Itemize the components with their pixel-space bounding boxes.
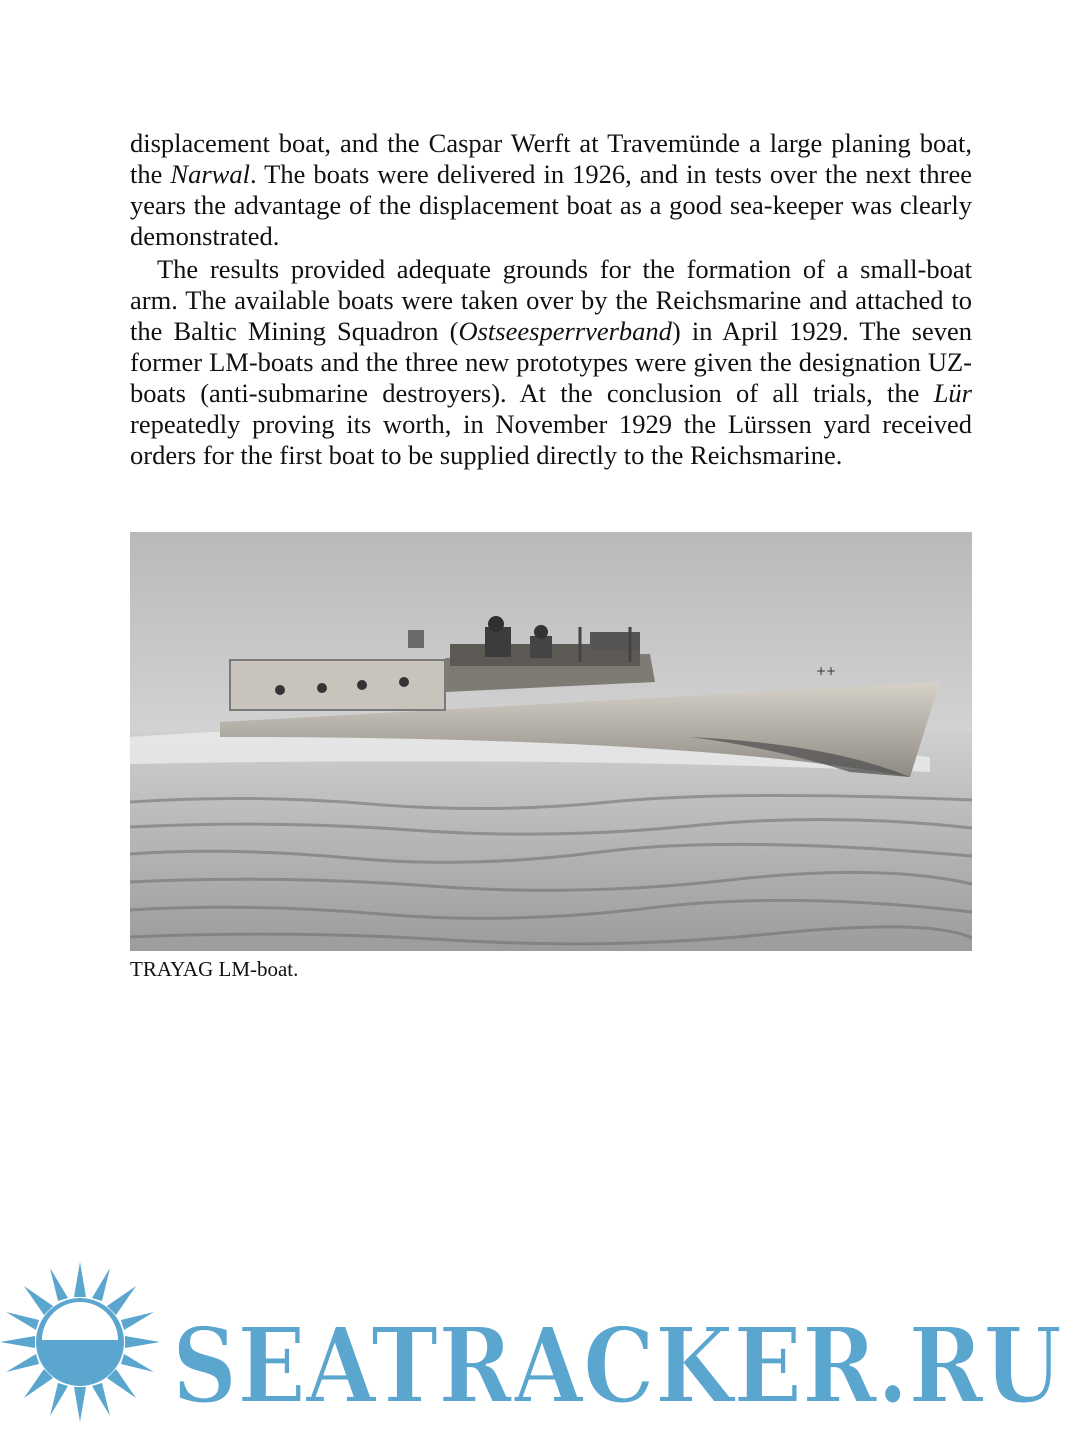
text-run: The results provided adequate grounds for the formation of a small-boat arm. The available boats were taken over by the Reichsmarine and attached to the Baltic Mining Squadron ( [130, 254, 972, 346]
figure-caption: TRAYAG LM-boat. [130, 957, 299, 981]
italic-term: Lür [933, 378, 972, 408]
boat-photo [130, 532, 972, 951]
italic-term: Ostseesperrverband [458, 316, 672, 346]
body-text [130, 128, 972, 471]
paragraph-2 [130, 254, 972, 471]
text-run: ) in April 1929. The seven former LM-boats and the three new prototypes were given the designation UZ-boats (anti-submarine destroyers). At the conclusion of all trials, the [130, 316, 972, 408]
text-run: displacement boat, and the Caspar Werft at Travemünde a large planing boat, the [130, 128, 972, 189]
svg-text:++: ++ [816, 664, 837, 678]
text-run: repeatedly proving its worth, in November 1929 the Lürssen yard received orders for the first boat to be supplied directly to the Reichsmarine. [130, 409, 972, 470]
watermark-text: SEATRACKER.RU [172, 1304, 1062, 1425]
watermark [0, 1262, 1080, 1425]
sun-logo-icon [0, 1262, 160, 1422]
text-run: . The boats were delivered in 1926, and in tests over the next three years the advantage of the displacement boat as a good sea-keeper was clearly demonstrated. [130, 159, 972, 251]
italic-term: Narwal [170, 159, 250, 189]
paragraph-1 [130, 128, 972, 252]
